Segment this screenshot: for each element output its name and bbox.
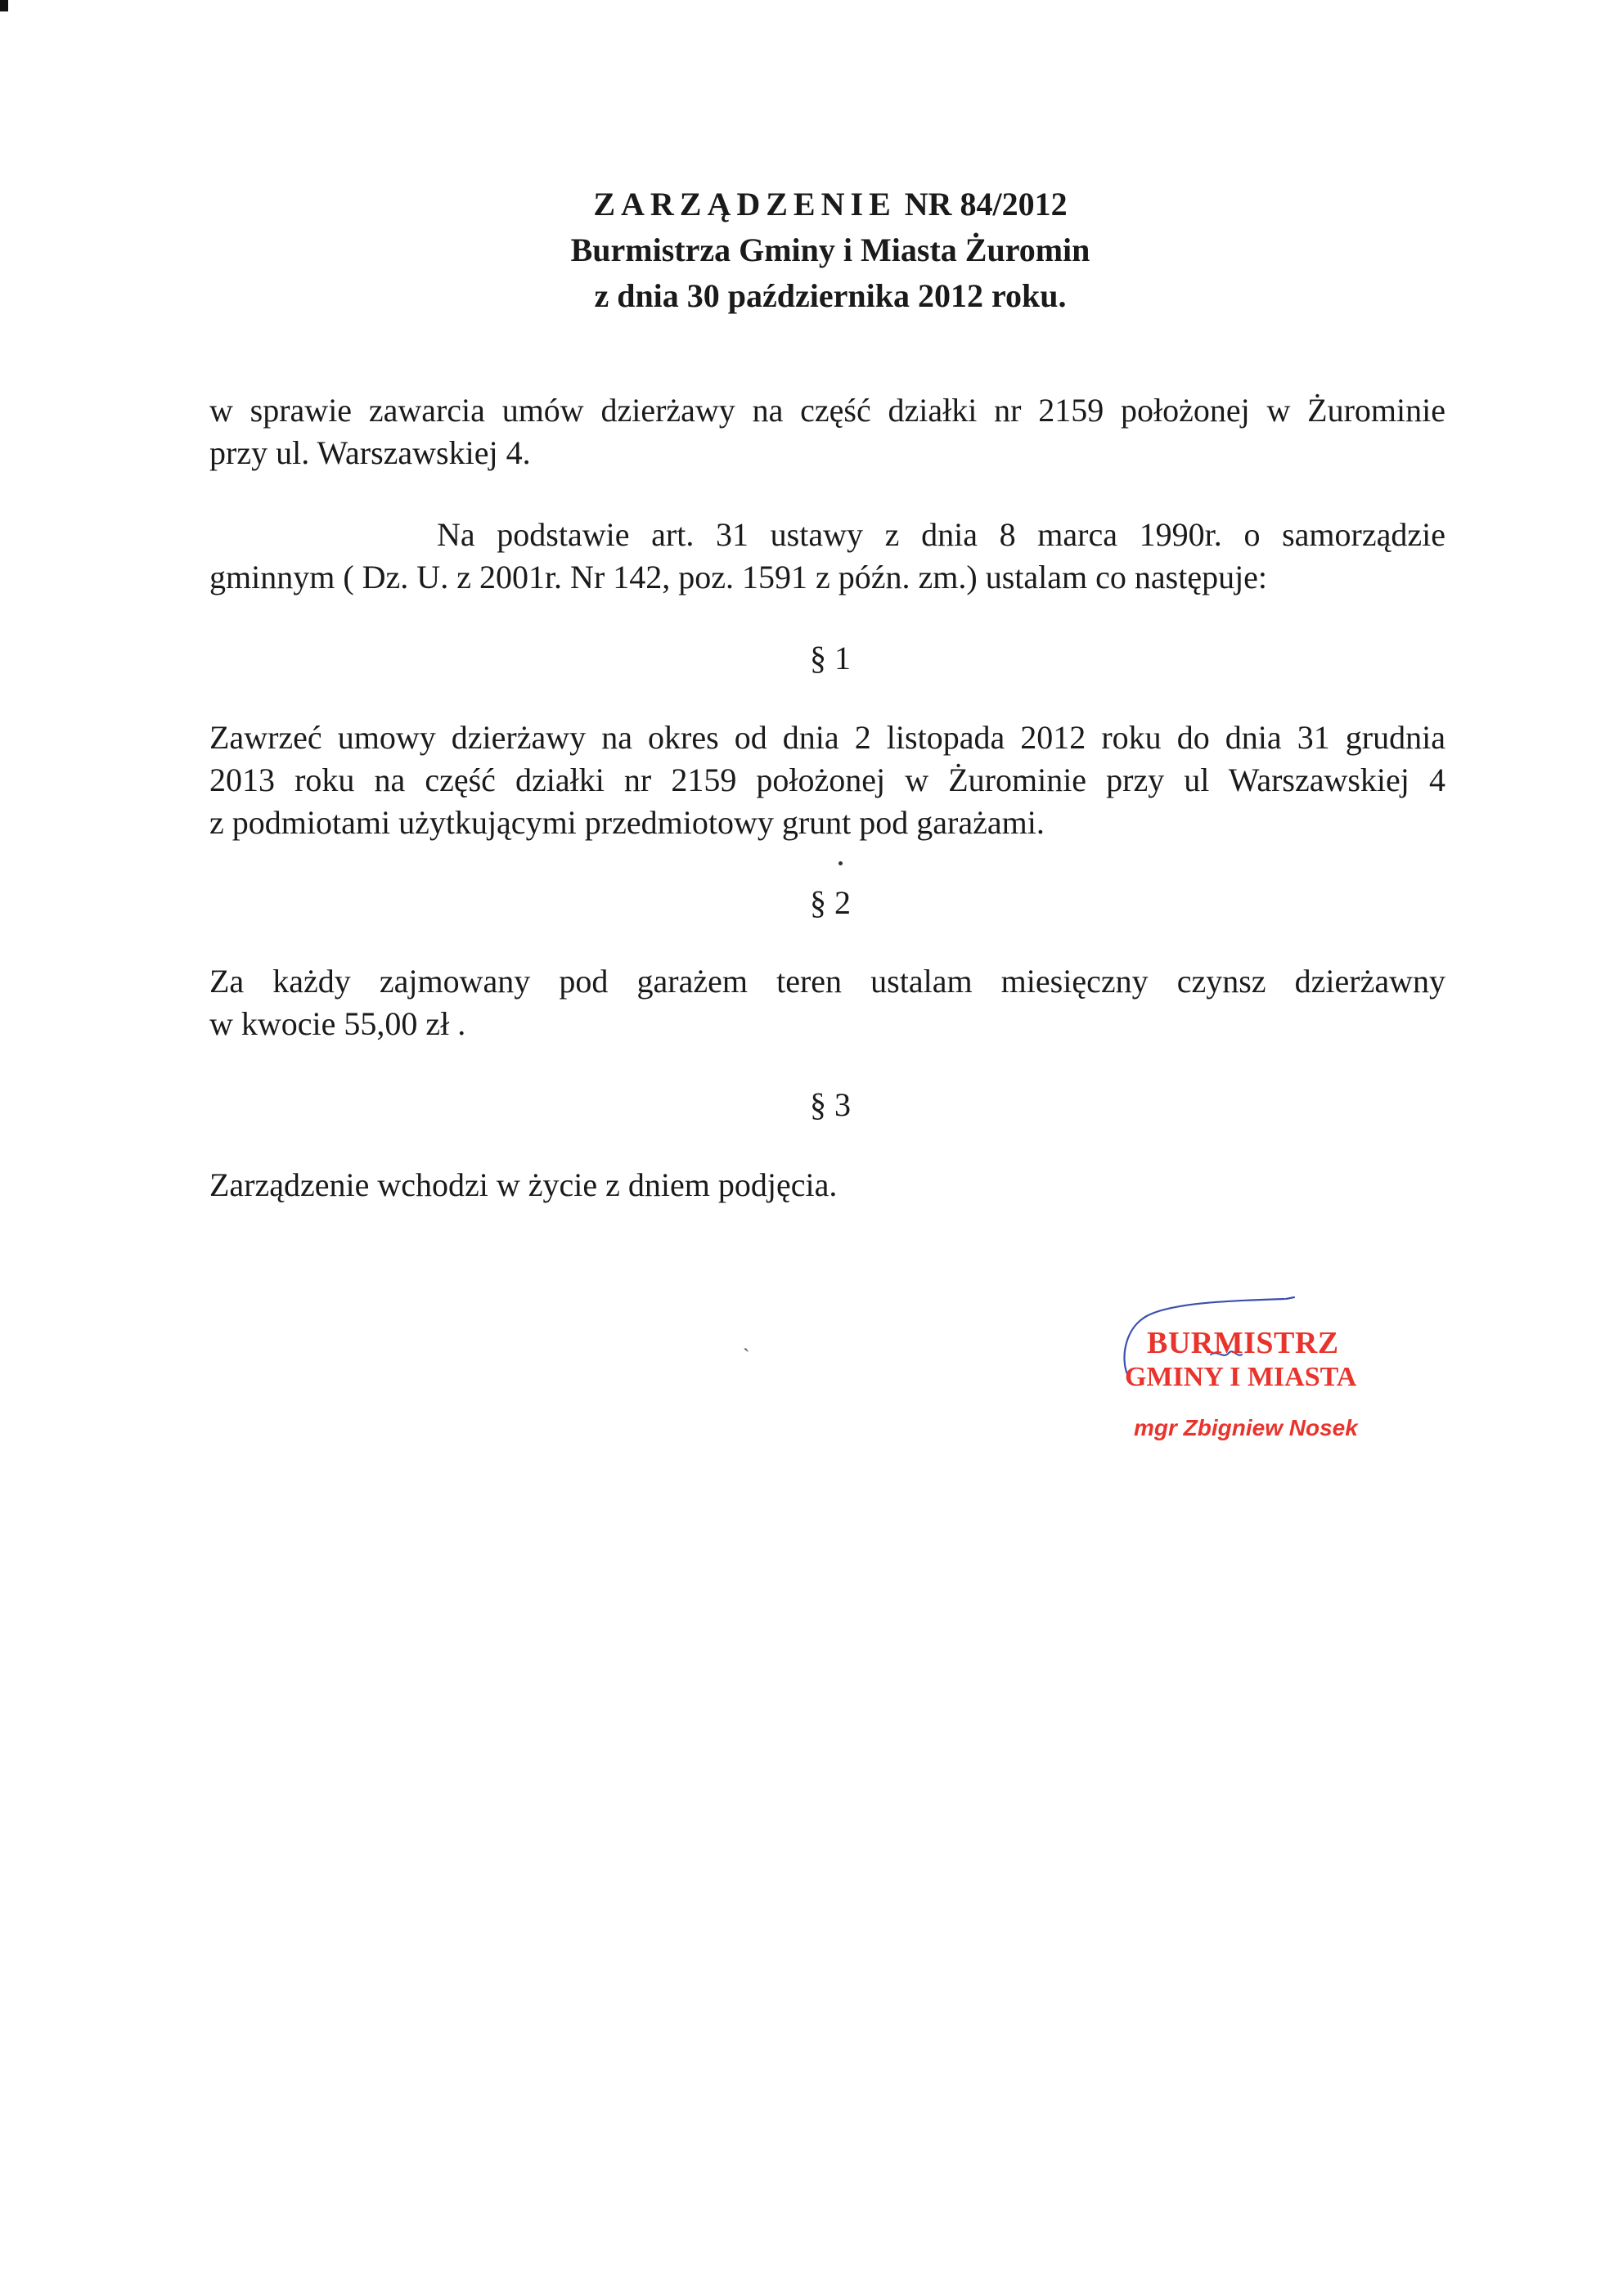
section-2-line-2: w kwocie 55,00 zł . (209, 1005, 466, 1042)
subject-line-2: przy ul. Warszawskiej 4. (209, 434, 531, 471)
stamp-name: mgr Zbigniew Nosek (1134, 1415, 1358, 1440)
section-1-line-3: z podmiotami użytkującymi przedmiotowy grunt pod garażami. (209, 804, 1045, 841)
subject-line-1: w sprawie zawarcia umów dzierżawy na część działki nr 2159 położonej w Żurominie (209, 392, 1445, 429)
section-1-line-2: 2013 roku na część działki nr 2159 położonej w Żurominie przy ul Warszawskiej 4 (209, 762, 1445, 798)
document-header (0, 182, 1623, 319)
header-title: ZARZĄDZENIE (593, 186, 897, 222)
stamp-title: BURMISTRZ (1147, 1326, 1339, 1360)
legal-basis-line-2: gminnym ( Dz. U. z 2001r. Nr 142, poz. 1591 z późn. zm.) ustalam co następuje: (209, 559, 1268, 595)
legal-basis-line-1: Na podstawie art. 31 ustawy z dnia 8 marca 1990r. o samorządzie (437, 516, 1445, 553)
section-2-line-1: Za każdy zajmowany pod garażem teren ustalam miesięczny czynsz dzierżawny (209, 963, 1445, 1000)
header-number: NR 84/2012 (904, 186, 1068, 222)
section-3-mark: § 3 (810, 1086, 851, 1123)
section-2-mark: § 2 (810, 884, 851, 921)
stray-mark: ˏ (743, 1328, 750, 1352)
stray-dot (838, 861, 843, 865)
section-1-line-1: Zawrzeć umowy dzierżawy na okres od dnia 2 listopada 2012 roku do dnia 31 grudnia (209, 719, 1445, 756)
scan-edge-mark (0, 0, 8, 11)
header-title-line (0, 182, 1623, 227)
section-1-mark: § 1 (810, 640, 851, 676)
stamp-subtitle: GMINY I MIASTA (1125, 1362, 1357, 1392)
section-3-line-1: Zarządzenie wchodzi w życie z dniem podjęcia. (209, 1166, 838, 1203)
mayor-stamp (1096, 1284, 1415, 1489)
header-issuer: Burmistrza Gminy i Miasta Żuromin (570, 231, 1090, 268)
header-date: z dnia 30 października 2012 roku. (594, 277, 1067, 314)
